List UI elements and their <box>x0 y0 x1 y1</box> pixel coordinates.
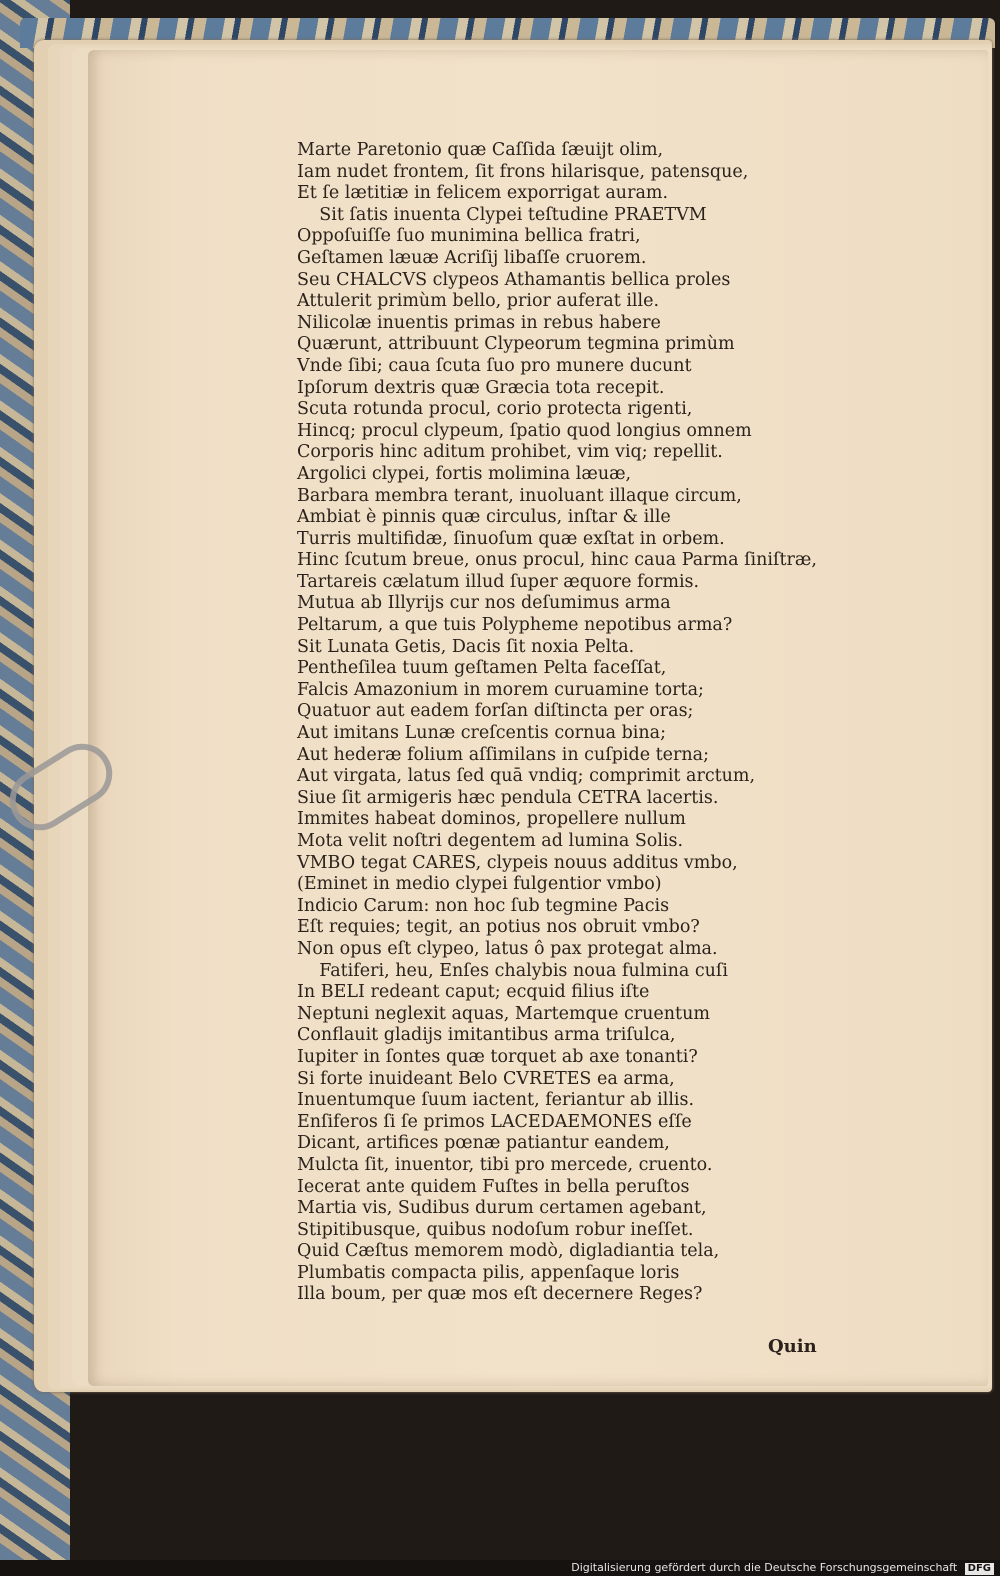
text-line: Enſiferos ſi ſe primos LACEDAEMONES eſſe <box>297 1111 692 1132</box>
text-line: Nilicolæ inuentis primas in rebus habere <box>297 312 661 333</box>
text-line: Argolici clypei, fortis molimina læuæ, <box>297 463 632 484</box>
text-line: Hincq; procul clypeum, ſpatio quod longius omnem <box>297 420 752 441</box>
text-line: Iam nudet frontem, ſit frons hilarisque, patensque, <box>297 161 749 182</box>
text-line: Geſtamen læuæ Acriſij libaſſe cruorem. <box>297 247 647 268</box>
catchword: Quin <box>768 1336 817 1357</box>
text-line: Marte Paretonio quæ Caſſida ſæuijt olim, <box>297 140 664 160</box>
text-line: Eſt requies; tegit, an potius nos obruit vmbo? <box>297 917 700 938</box>
text-line: Siue ſit armigeris hæc pendula CETRA lacertis. <box>297 787 719 808</box>
text-line: Si forte inuideant Belo CVRETES ea arma, <box>297 1068 675 1089</box>
footer-text: Digitalisierung gefördert durch die Deutsche Forschungsgemeinschaft <box>571 1561 958 1574</box>
text-line: Inuentumque ſuum iactent, feriantur ab illis. <box>297 1090 695 1111</box>
text-line: Et ſe lætitiæ in felicem exporrigat auram. <box>297 183 669 204</box>
text-line: Quid Cæſtus memorem modò, digladiantia tela, <box>297 1241 720 1262</box>
text-line: Plumbatis compacta pilis, appenſaque loris <box>297 1262 680 1283</box>
text-line: Dicant, artifices pœnæ patiantur eandem, <box>297 1133 670 1154</box>
text-line: VMBO tegat CARES, clypeis nouus additus vmbo, <box>297 852 738 873</box>
text-line: Non opus eſt clypeo, latus ô pax protegat alma. <box>297 938 718 959</box>
text-line: Aut hederæ folium aſſimilans in cuſpide terna; <box>297 744 709 765</box>
text-line: Scuta rotunda procul, corio protecta rigenti, <box>297 399 693 420</box>
text-line: Immites habeat dominos, propellere nullum <box>297 809 686 830</box>
text-line: Stipitibusque, quibus nodoſum robur ineſſet. <box>297 1219 694 1240</box>
text-line: Iupiter in ſontes quæ torquet ab axe tonanti? <box>297 1046 698 1067</box>
dfg-logo: DFG <box>965 1563 994 1575</box>
text-line: Hinc ſcutum breue, onus procul, hinc caua Parma ſiniſtræ, <box>297 550 817 571</box>
text-line: Fatiferi, heu, Enſes chalybis noua fulmina cuſi <box>297 960 728 981</box>
text-line: Seu CHALCVS clypeos Athamantis bellica proles <box>297 269 731 290</box>
text-line: Quatuor aut eadem forſan diſtincta per oras; <box>297 701 694 722</box>
text-line: Quærunt, attribuunt Clypeorum tegmina primùm <box>297 334 735 355</box>
text-line: Sit Lunata Getis, Dacis ſit noxia Pelta. <box>297 636 635 657</box>
text-line: Mota velit noſtri degentem ad lumina Solis. <box>297 831 684 851</box>
text-line: Pentheſilea tuum geſtamen Pelta faceſſat, <box>297 658 667 679</box>
text-line: Attulerit primùm bello, prior auferat ille. <box>297 291 660 312</box>
text-line: Barbara membra terant, inuoluant illaque circum, <box>297 485 742 506</box>
text-line: Conflauit gladijs imitantibus arma triſulca, <box>297 1025 676 1046</box>
text-line: Falcis Amazonium in morem curuamine torta; <box>297 679 704 700</box>
text-line: Tartareis cælatum illud ſuper æquore formis. <box>297 571 700 592</box>
text-line: Iecerat ante quidem Fuſtes in bella peruſtos <box>297 1176 690 1197</box>
text-line: Martia vis, Sudibus durum certamen agebant, <box>297 1198 707 1219</box>
digitization-footer <box>0 1560 1000 1576</box>
text-line: Aut imitans Lunæ creſcentis cornua bina; <box>297 723 666 744</box>
text-line: Ipſorum dextris quæ Græcia tota recepit. <box>297 377 665 398</box>
text-line: (Eminet in medio clypei fulgentior vmbo) <box>297 874 662 895</box>
text-line: In BELI redeant caput; ecquid filius iſte <box>297 982 650 1003</box>
text-line: Aut virgata, latus ſed quā vndiq; comprimit arctum, <box>297 766 756 787</box>
text-line: Neptuni neglexit aquas, Martemque cruentum <box>297 1003 710 1024</box>
text-line: Vnde ſibi; caua ſcuta ſuo pro munere ducunt <box>297 355 692 376</box>
poem-text <box>297 140 817 1306</box>
text-line: Ambiat è pinnis quæ circulus, inſtar & ille <box>297 507 671 528</box>
text-line: Mutua ab Illyrijs cur nos deſumimus arma <box>297 593 671 614</box>
text-line: Turris multifidæ, ſinuoſum quæ exſtat in orbem. <box>297 528 725 549</box>
text-line: Indicio Carum: non hoc ſub tegmine Pacis <box>297 895 670 916</box>
text-line: Mulcta ſit, inuentor, tibi pro mercede, cruento. <box>297 1154 713 1175</box>
text-line: Sit ſatis inuenta Clypei teſtudine PRAETVM <box>297 204 707 225</box>
text-line: Corporis hinc aditum prohibet, vim viq; repellit. <box>297 442 723 463</box>
text-line: Illa boum, per quæ mos eſt decernere Reges? <box>297 1284 703 1305</box>
text-line: Oppoſuiſſe ſuo munimina bellica fratri, <box>297 226 641 247</box>
text-line: Peltarum, a que tuis Polypheme nepotibus arma? <box>297 615 733 636</box>
